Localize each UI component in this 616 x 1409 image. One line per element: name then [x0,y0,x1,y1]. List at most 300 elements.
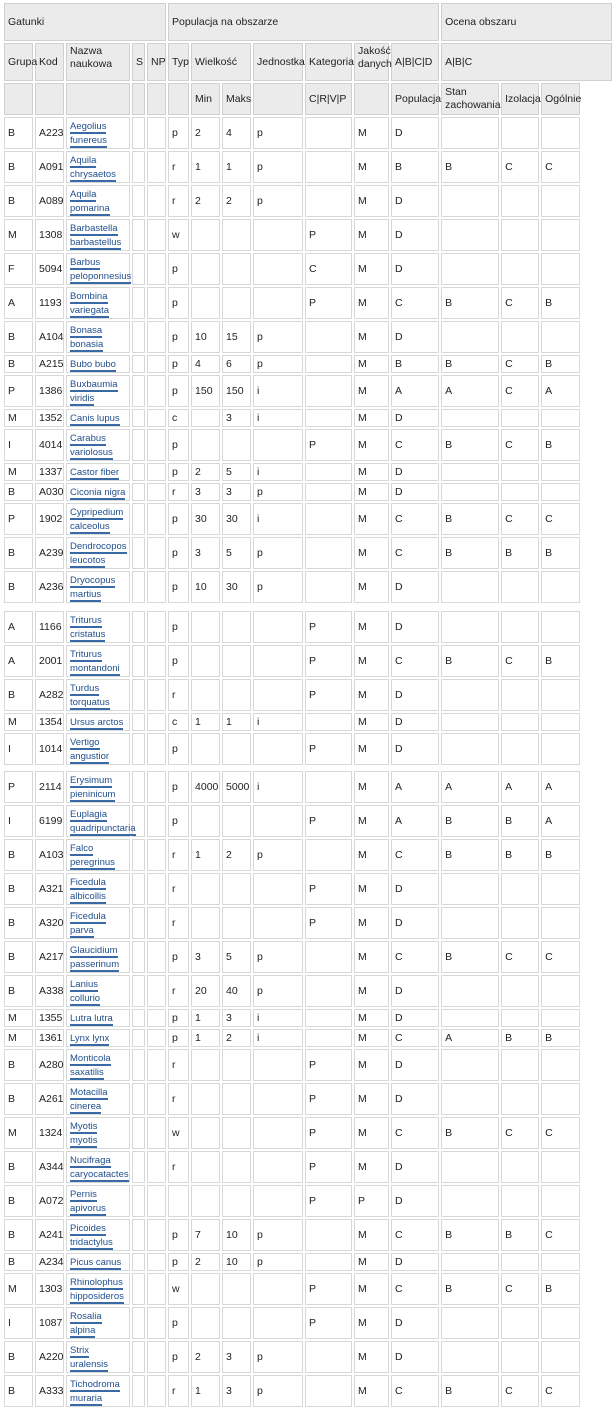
cell-grupa: M [4,1009,33,1027]
cell-grupa: P [4,375,33,407]
cell-izolacja [501,571,539,603]
cell-jakosc: M [354,375,389,407]
table-row [4,1273,612,1305]
cell-populacja: D [391,907,439,939]
cell-np [147,1253,166,1271]
cell-ogolnie: B [541,355,580,373]
table-row [4,117,612,149]
species-link[interactable]: Turdus torquatus [70,683,110,708]
cell-min [191,645,220,677]
species-link[interactable]: Carabus variolosus [70,433,113,458]
cell-kategoria [305,463,352,481]
cell-np [147,1029,166,1047]
cell-populacja: D [391,1049,439,1081]
cell-jednostka [253,611,303,643]
cell-kategoria [305,483,352,501]
cell-stan: B [441,287,499,319]
cell-jakosc: P [354,1185,389,1217]
cell-kod: 1354 [35,713,64,731]
cell-jakosc: M [354,1009,389,1027]
cell-kod: A030 [35,483,64,501]
species-link[interactable]: Lanius collurio [70,979,101,1004]
cell-maks [222,253,251,285]
cell-typ: r [168,975,189,1007]
table-row [4,1307,612,1339]
cell-nazwa [66,117,130,149]
cell-ogolnie: C [541,1117,580,1149]
cell-np [147,941,166,973]
cell-np [147,355,166,373]
cell-izolacja: B [501,1029,539,1047]
cell-nazwa [66,713,130,731]
cell-izolacja: C [501,151,539,183]
cell-s [132,611,145,643]
cell-s [132,429,145,461]
cell-nazwa [66,975,130,1007]
cell-kod: 2114 [35,771,64,803]
header-stan: Stan zachowania [441,83,499,115]
species-link[interactable]: Euplagia quadripunctaria [70,809,136,834]
table-row [4,321,612,353]
cell-grupa: M [4,463,33,481]
species-link[interactable]: Bonasa bonasia [70,325,104,350]
cell-ogolnie: B [541,1273,580,1305]
species-link[interactable]: Dendrocopos leucotos [70,541,127,566]
cell-typ: p [168,503,189,535]
cell-ogolnie: C [541,151,580,183]
cell-ogolnie: A [541,805,580,837]
cell-stan: A [441,375,499,407]
cell-grupa: B [4,941,33,973]
species-link[interactable]: Bubo bubo [70,359,116,370]
cell-maks: 2 [222,185,251,217]
cell-kod: 1308 [35,219,64,251]
species-link[interactable]: Motacilla cinerea [70,1087,108,1112]
species-link[interactable]: Aquila chrysaetos [70,155,116,180]
cell-typ: p [168,537,189,569]
species-link[interactable]: Pernis apivorus [70,1189,106,1214]
cell-kategoria [305,571,352,603]
species-link[interactable]: Tichodroma muraria [70,1379,120,1404]
cell-maks [222,287,251,319]
cell-ogolnie [541,1307,580,1339]
cell-np [147,1117,166,1149]
cell-ogolnie [541,409,580,427]
cell-s [132,771,145,803]
cell-min [191,1185,220,1217]
cell-izolacja [501,713,539,731]
table-row [4,1117,612,1149]
cell-populacja: D [391,975,439,1007]
cell-populacja: D [391,219,439,251]
cell-populacja: C [391,1273,439,1305]
cell-kategoria [305,1375,352,1407]
cell-stan: B [441,429,499,461]
cell-grupa: B [4,1341,33,1373]
cell-izolacja [501,1151,539,1183]
header-kategoria: Kategoria [305,43,352,81]
cell-kod: 1352 [35,409,64,427]
cell-grupa: B [4,907,33,939]
cell-np [147,713,166,731]
cell-kod: A344 [35,1151,64,1183]
cell-populacja: D [391,873,439,905]
table-row [4,1009,612,1027]
cell-np [147,873,166,905]
cell-grupa: B [4,185,33,217]
cell-nazwa [66,1151,130,1183]
cell-typ: r [168,483,189,501]
cell-kod: A104 [35,321,64,353]
table-row [4,873,612,905]
cell-jakosc: M [354,571,389,603]
table-row [4,1375,612,1407]
cell-izolacja [501,1341,539,1373]
cell-kategoria: C [305,253,352,285]
table-row [4,355,612,373]
cell-populacja: D [391,679,439,711]
species-link[interactable]: Rhinolophus hipposideros [70,1277,124,1302]
cell-nazwa [66,1185,130,1217]
cell-jednostka [253,1117,303,1149]
cell-typ: p [168,941,189,973]
cell-min [191,733,220,765]
species-link[interactable]: Bombina variegata [70,291,110,316]
table-row [4,375,612,407]
cell-grupa: B [4,1083,33,1115]
cell-jednostka [253,253,303,285]
cell-typ: r [168,1375,189,1407]
header-ocena: Ocena obszaru [441,3,612,41]
cell-kategoria: P [305,1185,352,1217]
cell-izolacja: A [501,771,539,803]
cell-grupa: B [4,117,33,149]
cell-jakosc: M [354,537,389,569]
cell-stan: B [441,355,499,373]
cell-ogolnie: B [541,287,580,319]
cell-izolacja: B [501,537,539,569]
species-link[interactable]: Lutra lutra [70,1013,113,1024]
cell-jakosc: M [354,839,389,871]
header-s: S [132,43,145,81]
species-link[interactable]: Picoides tridactylus [70,1223,113,1248]
table-row [4,463,612,481]
cell-populacja: D [391,571,439,603]
cell-stan: B [441,1375,499,1407]
cell-nazwa [66,645,130,677]
cell-jednostka: p [253,117,303,149]
species-link[interactable]: Falco peregrinus [70,843,115,868]
table-row [4,839,612,871]
cell-np [147,219,166,251]
cell-min: 1 [191,151,220,183]
rows-part-1 [4,117,612,603]
cell-izolacja [501,1253,539,1271]
cell-s [132,321,145,353]
cell-grupa: I [4,805,33,837]
species-link[interactable]: Triturus cristatus [70,615,106,640]
cell-nazwa [66,1307,130,1339]
cell-jednostka: i [253,503,303,535]
cell-s [132,185,145,217]
cell-jakosc: M [354,713,389,731]
cell-grupa: M [4,1117,33,1149]
cell-jednostka: p [253,975,303,1007]
cell-jednostka [253,219,303,251]
species-link[interactable]: Canis lupus [70,413,120,424]
cell-jednostka: p [253,1375,303,1407]
cell-s [132,1273,145,1305]
cell-populacja: D [391,483,439,501]
species-link[interactable]: Cypripedium calceolus [70,507,124,532]
cell-ogolnie [541,1185,580,1217]
cell-stan: B [441,941,499,973]
cell-populacja: D [391,611,439,643]
cell-ogolnie [541,185,580,217]
cell-np [147,409,166,427]
header-kod: Kod [35,43,64,81]
table-row [4,679,612,711]
cell-ogolnie [541,219,580,251]
cell-izolacja [501,1009,539,1027]
cell-maks [222,1273,251,1305]
cell-min: 4 [191,355,220,373]
cell-jakosc: M [354,645,389,677]
species-link[interactable]: Triturus montandoni [70,649,120,674]
cell-kod: A234 [35,1253,64,1271]
species-link[interactable]: Rosalia alpina [70,1311,102,1336]
cell-maks [222,1083,251,1115]
cell-typ: r [168,873,189,905]
cell-maks [222,679,251,711]
species-link[interactable]: Barbastella barbastellus [70,223,122,248]
cell-kod: 1166 [35,611,64,643]
cell-jakosc: M [354,611,389,643]
cell-populacja: C [391,941,439,973]
cell-s [132,355,145,373]
cell-np [147,645,166,677]
cell-np [147,483,166,501]
cell-min: 10 [191,571,220,603]
cell-izolacja: C [501,503,539,535]
cell-populacja: C [391,1375,439,1407]
cell-nazwa [66,219,130,251]
species-link[interactable]: Ficedula parva [70,911,106,936]
table-row [4,1341,612,1373]
species-link[interactable]: Ficedula albicollis [70,877,106,902]
cell-typ: p [168,253,189,285]
cell-populacja: D [391,321,439,353]
cell-min: 1 [191,839,220,871]
table-row [4,537,612,569]
cell-kategoria: P [305,907,352,939]
cell-jakosc: M [354,733,389,765]
header-row-sub [4,83,612,115]
cell-grupa: B [4,679,33,711]
cell-maks: 5 [222,537,251,569]
cell-maks [222,645,251,677]
cell-jednostka [253,873,303,905]
cell-maks [222,429,251,461]
cell-min [191,611,220,643]
cell-ogolnie [541,571,580,603]
cell-stan [441,219,499,251]
cell-s [132,409,145,427]
table-row [4,503,612,535]
cell-typ: p [168,375,189,407]
cell-min: 7 [191,1219,220,1251]
cell-s [132,1029,145,1047]
cell-kategoria [305,151,352,183]
cell-min [191,409,220,427]
table-row [4,1253,612,1271]
cell-typ: r [168,1151,189,1183]
species-link[interactable]: Aquila pomarina [70,189,110,214]
cell-izolacja: C [501,429,539,461]
cell-typ: w [168,1273,189,1305]
cell-nazwa [66,503,130,535]
cell-min [191,429,220,461]
cell-kod: A103 [35,839,64,871]
species-link[interactable]: Ciconia nigra [70,487,126,498]
species-link[interactable]: Castor fiber [70,467,120,478]
cell-typ: r [168,679,189,711]
species-link[interactable]: Glaucidium passerinum [70,945,120,970]
cell-kod: 1193 [35,287,64,319]
cell-jakosc: M [354,771,389,803]
cell-jednostka: p [253,355,303,373]
cell-kategoria [305,1029,352,1047]
cell-maks: 10 [222,1253,251,1271]
species-link[interactable]: Dryocopus martius [70,575,116,600]
cell-maks [222,1151,251,1183]
cell-np [147,253,166,285]
cell-jakosc: M [354,1029,389,1047]
species-link[interactable]: Lynx lynx [70,1033,110,1044]
cell-kod: A215 [35,355,64,373]
cell-typ: p [168,117,189,149]
cell-typ: c [168,713,189,731]
cell-kategoria [305,355,352,373]
cell-s [132,975,145,1007]
cell-min [191,1117,220,1149]
cell-kategoria: P [305,1307,352,1339]
cell-izolacja: B [501,805,539,837]
cell-izolacja: B [501,1219,539,1251]
cell-typ: p [168,571,189,603]
cell-np [147,1219,166,1251]
cell-stan [441,483,499,501]
cell-typ: w [168,1117,189,1149]
cell-ogolnie: C [541,1219,580,1251]
species-link[interactable]: Myotis myotis [70,1121,98,1146]
cell-kod: 2001 [35,645,64,677]
cell-jakosc: M [354,463,389,481]
cell-np [147,805,166,837]
cell-izolacja: C [501,287,539,319]
cell-kategoria: P [305,429,352,461]
cell-s [132,1307,145,1339]
species-link[interactable]: Monticola saxatilis [70,1053,111,1078]
cell-typ: r [168,185,189,217]
cell-stan [441,1307,499,1339]
cell-kod: A072 [35,1185,64,1217]
cell-ogolnie: B [541,1029,580,1047]
cell-kod: 1324 [35,1117,64,1149]
cell-grupa: A [4,611,33,643]
cell-nazwa [66,1375,130,1407]
species-link[interactable]: Barbus peloponnesius [70,257,132,282]
cell-grupa: F [4,253,33,285]
cell-kod: A261 [35,1083,64,1115]
cell-grupa: I [4,429,33,461]
cell-nazwa [66,907,130,939]
cell-ogolnie: C [541,941,580,973]
cell-ogolnie [541,321,580,353]
cell-jakosc: M [354,1253,389,1271]
table-row [4,1049,612,1081]
cell-jednostka: i [253,375,303,407]
cell-grupa: B [4,975,33,1007]
table-row [4,1029,612,1047]
cell-kod: A338 [35,975,64,1007]
cell-stan: A [441,771,499,803]
cell-jednostka: i [253,1009,303,1027]
cell-maks: 6 [222,355,251,373]
cell-jednostka [253,1273,303,1305]
cell-min: 1 [191,1029,220,1047]
cell-izolacja [501,1049,539,1081]
cell-grupa: B [4,873,33,905]
cell-min [191,287,220,319]
cell-min: 20 [191,975,220,1007]
cell-kategoria [305,409,352,427]
cell-izolacja [501,873,539,905]
species-link[interactable]: Aegolius funereus [70,121,107,146]
cell-populacja: A [391,375,439,407]
cell-kod: A282 [35,679,64,711]
species-link[interactable]: Nucifraga caryocatactes [70,1155,129,1180]
species-link[interactable]: Buxbaumia viridis [70,379,118,404]
table-row [4,805,612,837]
species-link[interactable]: Picus canus [70,1257,122,1268]
table-row [4,151,612,183]
species-link[interactable]: Strix uralensis [70,1345,109,1370]
cell-ogolnie [541,483,580,501]
cell-izolacja: C [501,1273,539,1305]
cell-s [132,1185,145,1217]
cell-grupa: B [4,839,33,871]
species-link[interactable]: Ursus arctos [70,717,124,728]
cell-s [132,733,145,765]
cell-kod: 1361 [35,1029,64,1047]
cell-min [191,1273,220,1305]
cell-kategoria [305,1341,352,1373]
cell-izolacja: C [501,375,539,407]
cell-nazwa [66,537,130,569]
cell-jakosc: M [354,429,389,461]
cell-min: 150 [191,375,220,407]
cell-jakosc: M [354,409,389,427]
cell-kategoria: P [305,1273,352,1305]
species-link[interactable]: Vertigo angustior [70,737,110,762]
cell-s [132,151,145,183]
cell-s [132,873,145,905]
cell-np [147,839,166,871]
table-row [4,975,612,1007]
cell-s [132,219,145,251]
species-link[interactable]: Erysimum pieninicum [70,775,116,800]
